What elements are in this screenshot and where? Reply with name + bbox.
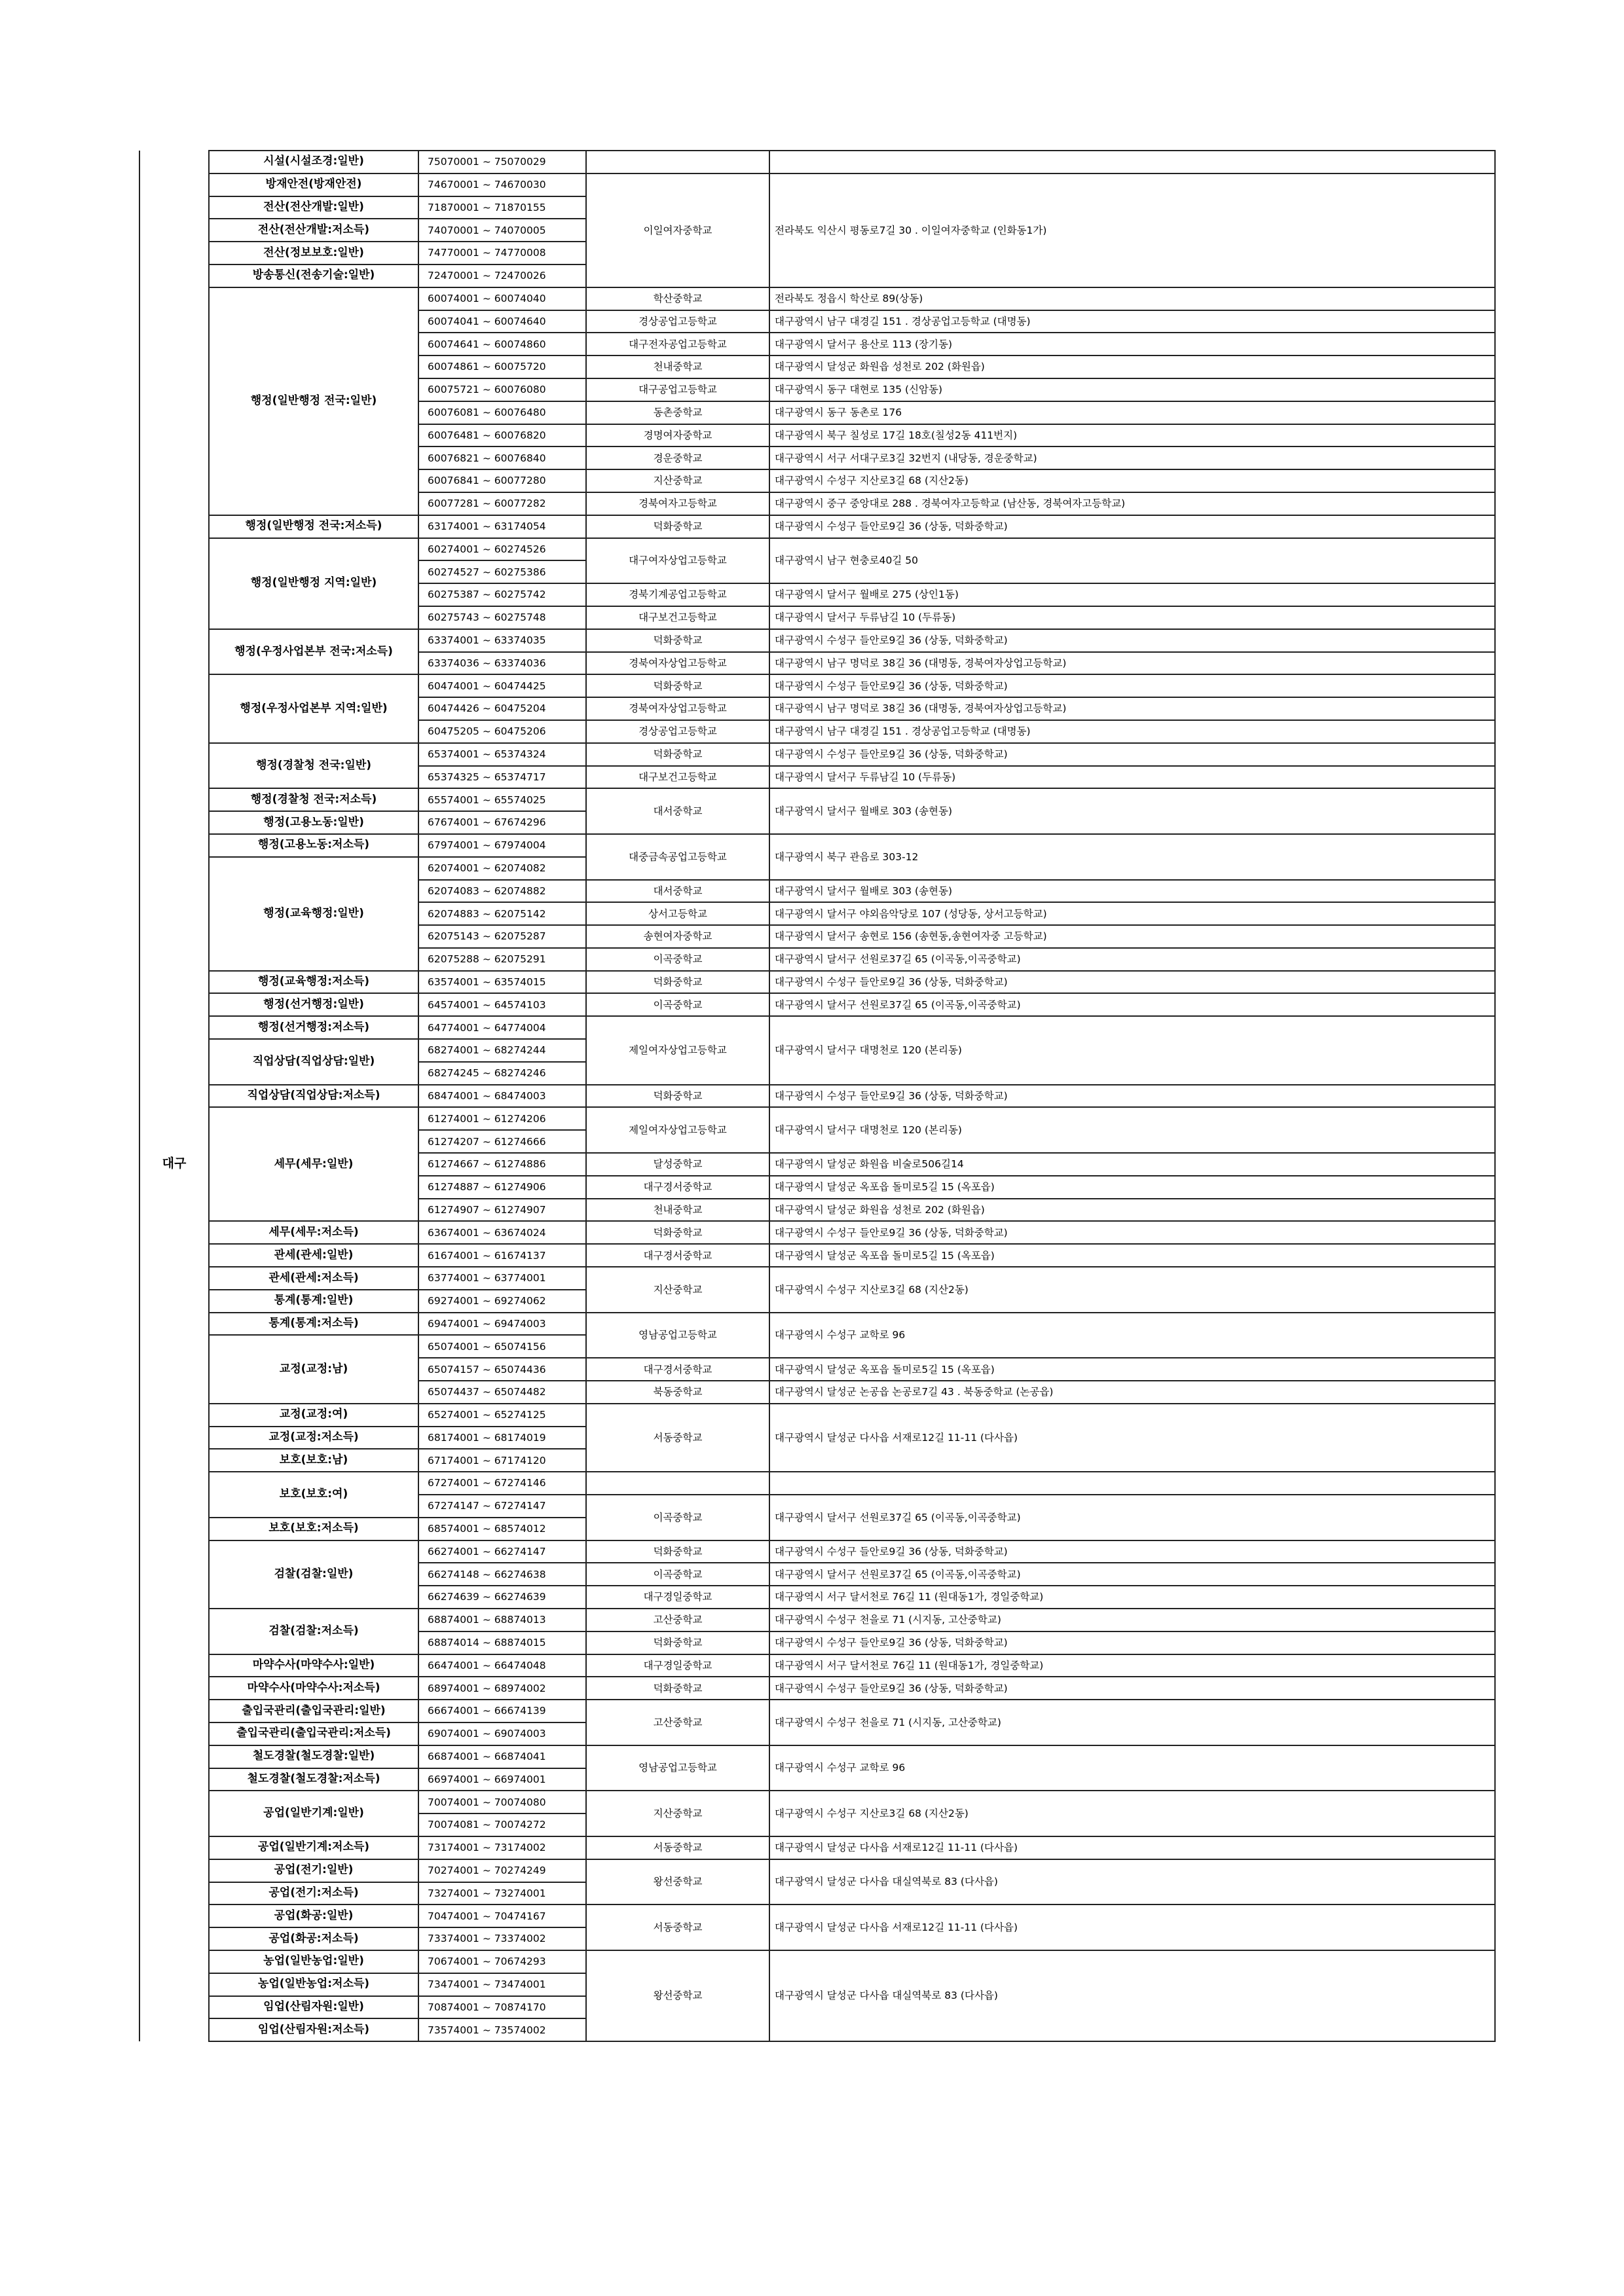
exam-number-range-cell: 66274639 ~ 66274639 [418, 1586, 586, 1609]
school-name-cell: 경명여자중학교 [586, 424, 769, 447]
exam-category-cell: 세무(세무:저소득) [209, 1221, 418, 1244]
exam-number-range-cell: 66874001 ~ 66874041 [418, 1745, 586, 1768]
exam-number-range-cell: 68874001 ~ 68874013 [418, 1609, 586, 1631]
exam-number-range-cell: 63674001 ~ 63674024 [418, 1221, 586, 1244]
exam-category-cell: 교정(교정:남) [209, 1335, 418, 1403]
exam-number-range-cell: 74070001 ~ 74070005 [418, 219, 586, 242]
school-address-cell: 대구광역시 남구 대경길 151 . 경상공업고등학교 (대명동) [769, 720, 1495, 743]
exam-number-range-cell: 60076841 ~ 60077280 [418, 469, 586, 492]
school-name-cell: 덕화중학교 [586, 1221, 769, 1244]
exam-number-range-cell: 63374036 ~ 63374036 [418, 652, 586, 675]
region-cell [139, 151, 209, 287]
exam-category-cell: 전산(전산개발:일반) [209, 196, 418, 219]
exam-number-range-cell: 73374001 ~ 73374002 [418, 1927, 586, 1950]
school-address-cell: 대구광역시 수성구 들안로9길 36 (상동, 덕화중학교) [769, 674, 1495, 697]
exam-number-range-cell: 63574001 ~ 63574015 [418, 971, 586, 994]
school-address-cell: 대구광역시 달서구 대명천로 120 (본리동) [769, 1016, 1495, 1084]
exam-number-range-cell: 73274001 ~ 73274001 [418, 1882, 586, 1905]
exam-number-range-cell: 60274527 ~ 60275386 [418, 560, 586, 583]
school-name-cell: 대중금속공업고등학교 [586, 834, 769, 880]
school-address-cell: 대구광역시 서구 달서천로 76길 11 (원대동1가, 경일중학교) [769, 1654, 1495, 1677]
exam-number-range-cell: 61274907 ~ 61274907 [418, 1199, 586, 1222]
exam-number-range-cell: 60076821 ~ 60076840 [418, 446, 586, 469]
school-name-cell: 대구경일중학교 [586, 1586, 769, 1609]
table-row [139, 1016, 1495, 1039]
exam-number-range-cell: 60074861 ~ 60075720 [418, 355, 586, 378]
school-name-cell: 대구보건고등학교 [586, 606, 769, 629]
exam-number-range-cell: 66274148 ~ 66274638 [418, 1563, 586, 1586]
school-address-cell: 대구광역시 남구 명덕로 38길 36 (대명동, 경북여자상업고등학교) [769, 652, 1495, 675]
school-name-cell: 이곡중학교 [586, 993, 769, 1016]
exam-number-range-cell: 68174001 ~ 68174019 [418, 1427, 586, 1449]
school-name-cell: 달성중학교 [586, 1153, 769, 1176]
table-row [139, 151, 1495, 173]
exam-category-cell: 관세(관세:일반) [209, 1244, 418, 1267]
exam-number-range-cell: 65074437 ~ 65074482 [418, 1381, 586, 1404]
exam-category-cell: 보호(보호:저소득) [209, 1518, 418, 1540]
exam-number-range-cell: 68974001 ~ 68974002 [418, 1677, 586, 1700]
exam-category-cell: 행정(경찰청 전국:일반) [209, 743, 418, 789]
exam-number-range-cell: 68874014 ~ 68874015 [418, 1631, 586, 1654]
table-row [139, 1085, 1495, 1108]
exam-number-range-cell: 60474426 ~ 60475204 [418, 697, 586, 720]
school-address-cell: 대구광역시 달서구 월배로 275 (상인1동) [769, 583, 1495, 606]
exam-number-range-cell: 60074001 ~ 60074040 [418, 287, 586, 310]
exam-number-range-cell: 69274001 ~ 69274062 [418, 1290, 586, 1313]
exam-category-cell: 방송통신(전송기술:일반) [209, 264, 418, 287]
table-row [139, 1677, 1495, 1700]
exam-number-range-cell: 60474001 ~ 60474425 [418, 674, 586, 697]
school-name-cell: 덕화중학교 [586, 743, 769, 766]
school-address-cell: 대구광역시 달서구 선원로37길 65 (이곡동,이곡중학교) [769, 1495, 1495, 1540]
school-name-cell: 대구공업고등학교 [586, 378, 769, 401]
school-name-cell: 왕선중학교 [586, 1859, 769, 1905]
school-address-cell: 대구광역시 남구 현충로40길 50 [769, 538, 1495, 584]
school-name-cell: 덕화중학교 [586, 1631, 769, 1654]
exam-number-range-cell: 70074001 ~ 70074080 [418, 1791, 586, 1813]
school-name-cell: 경상공업고등학교 [586, 720, 769, 743]
table-row [139, 1267, 1495, 1290]
exam-category-cell: 시설(시설조경:일반) [209, 151, 418, 173]
exam-number-range-cell: 65574001 ~ 65574025 [418, 788, 586, 811]
school-address-cell: 대구광역시 수성구 들안로9길 36 (상동, 덕화중학교) [769, 1221, 1495, 1244]
exam-number-range-cell: 60076081 ~ 60076480 [418, 401, 586, 424]
exam-category-cell: 전산(전산개발:저소득) [209, 219, 418, 242]
school-name-cell: 대서중학교 [586, 880, 769, 903]
exam-category-cell: 검찰(검찰:일반) [209, 1540, 418, 1609]
table-row [139, 629, 1495, 652]
school-name-cell: 서동중학교 [586, 1836, 769, 1859]
exam-number-range-cell: 61274001 ~ 61274206 [418, 1107, 586, 1130]
school-name-cell: 천내중학교 [586, 355, 769, 378]
exam-category-cell: 공업(전기:일반) [209, 1859, 418, 1882]
school-address-cell: 대구광역시 서구 달서천로 76길 11 (원대동1가, 경일중학교) [769, 1586, 1495, 1609]
table-row [139, 173, 1495, 196]
exam-category-cell: 농업(일반농업:일반) [209, 1950, 418, 1973]
school-address-cell: 대구광역시 달서구 선원로37길 65 (이곡동,이곡중학교) [769, 993, 1495, 1016]
exam-category-cell: 행정(교육행정:저소득) [209, 971, 418, 994]
table-row [139, 287, 1495, 310]
school-address-cell: 대구광역시 수성구 들안로9길 36 (상동, 덕화중학교) [769, 971, 1495, 994]
exam-number-range-cell: 69474001 ~ 69474003 [418, 1313, 586, 1336]
school-name-cell: 이곡중학교 [586, 1563, 769, 1586]
exam-number-range-cell: 61274667 ~ 61274886 [418, 1153, 586, 1176]
school-address-cell: 대구광역시 북구 관음로 303-12 [769, 834, 1495, 880]
exam-number-range-cell: 68274001 ~ 68274244 [418, 1039, 586, 1062]
exam-number-range-cell: 68574001 ~ 68574012 [418, 1518, 586, 1540]
school-address-cell: 대구광역시 달서구 두류남길 10 (두류동) [769, 766, 1495, 789]
exam-number-range-cell: 74670001 ~ 74670030 [418, 173, 586, 196]
school-name-cell: 제일여자상업고등학교 [586, 1107, 769, 1153]
school-name-cell: 경북기계공업고등학교 [586, 583, 769, 606]
school-name-cell: 학산중학교 [586, 287, 769, 310]
table-row [139, 1221, 1495, 1244]
school-address-cell: 대구광역시 수성구 천을로 71 (시지동, 고산중학교) [769, 1609, 1495, 1631]
exam-category-cell: 행정(고용노동:저소득) [209, 834, 418, 857]
exam-number-range-cell: 60275743 ~ 60275748 [418, 606, 586, 629]
school-address-cell: 대구광역시 달성군 화원읍 성천로 202 (화원읍) [769, 355, 1495, 378]
school-address-cell: 대구광역시 달서구 대명천로 120 (본리동) [769, 1107, 1495, 1153]
exam-number-range-cell: 60475205 ~ 60475206 [418, 720, 586, 743]
school-address-cell: 대구광역시 남구 대경길 151 . 경상공업고등학교 (대명동) [769, 310, 1495, 333]
exam-category-cell: 통계(통계:일반) [209, 1290, 418, 1313]
school-address-cell: 대구광역시 북구 칠성로 17길 18호(칠성2동 411번지) [769, 424, 1495, 447]
school-name-cell: 이곡중학교 [586, 948, 769, 971]
school-name-cell: 서동중학교 [586, 1904, 769, 1950]
school-address-cell: 대구광역시 달서구 야외음악당로 107 (성당동, 상서고등학교) [769, 902, 1495, 925]
exam-category-cell: 교정(교정:여) [209, 1404, 418, 1427]
exam-number-range-cell: 66974001 ~ 66974001 [418, 1768, 586, 1791]
exam-category-cell: 직업상담(직업상담:저소득) [209, 1085, 418, 1108]
school-address-cell: 대구광역시 달성군 논공읍 논공로7길 43 . 북동중학교 (논공읍) [769, 1381, 1495, 1404]
exam-number-range-cell: 61274207 ~ 61274666 [418, 1130, 586, 1153]
table-row [139, 1654, 1495, 1677]
school-address-cell: 대구광역시 달서구 선원로37길 65 (이곡동,이곡중학교) [769, 1563, 1495, 1586]
school-name-cell: 대구보건고등학교 [586, 766, 769, 789]
region-cell: 대구 [139, 287, 209, 2041]
table-row [139, 1540, 1495, 1563]
school-address-cell: 대구광역시 달성군 옥포읍 돌미로5길 15 (옥포읍) [769, 1358, 1495, 1381]
exam-category-cell: 행정(고용노동:일반) [209, 811, 418, 834]
exam-category-cell: 직업상담(직업상담:일반) [209, 1039, 418, 1085]
school-address-cell: 대구광역시 달성군 화원읍 성천로 202 (화원읍) [769, 1199, 1495, 1222]
exam-number-range-cell: 75070001 ~ 75070029 [418, 151, 586, 173]
exam-number-range-cell: 67674001 ~ 67674296 [418, 811, 586, 834]
table-row [139, 1745, 1495, 1768]
exam-number-range-cell: 60274001 ~ 60274526 [418, 538, 586, 561]
table-row [139, 1700, 1495, 1722]
school-address-cell: 대구광역시 남구 명덕로 38길 36 (대명동, 경북여자상업고등학교) [769, 697, 1495, 720]
exam-category-cell: 행정(선거행정:저소득) [209, 1016, 418, 1039]
table-row [139, 1950, 1495, 1973]
table-row [139, 1107, 1495, 1130]
exam-number-range-cell: 60077281 ~ 60077282 [418, 492, 586, 515]
exam-category-cell: 출입국관리(출입국관리:저소득) [209, 1722, 418, 1745]
school-name-cell: 덕화중학교 [586, 674, 769, 697]
school-name-cell: 지산중학교 [586, 1267, 769, 1313]
exam-number-range-cell: 65274001 ~ 65274125 [418, 1404, 586, 1427]
school-address-cell: 대구광역시 수성구 들안로9길 36 (상동, 덕화중학교) [769, 743, 1495, 766]
school-name-cell: 이곡중학교 [586, 1495, 769, 1540]
school-address-cell: 대구광역시 달성군 다사읍 서재로12길 11-11 (다사읍) [769, 1904, 1495, 1950]
school-address-cell: 대구광역시 수성구 천을로 71 (시지동, 고산중학교) [769, 1700, 1495, 1745]
exam-number-range-cell: 66674001 ~ 66674139 [418, 1700, 586, 1722]
exam-category-cell: 전산(정보보호:일반) [209, 242, 418, 264]
exam-number-range-cell: 73474001 ~ 73474001 [418, 1973, 586, 1996]
school-name-cell: 대구경서중학교 [586, 1244, 769, 1267]
exam-category-cell: 임업(산림자원:일반) [209, 1996, 418, 2019]
exam-category-cell: 공업(일반기계:저소득) [209, 1836, 418, 1859]
school-address-cell: 대구광역시 수성구 들안로9길 36 (상동, 덕화중학교) [769, 1631, 1495, 1654]
school-name-cell: 북동중학교 [586, 1381, 769, 1404]
exam-venue-table [139, 150, 1496, 2042]
school-address-cell: 대구광역시 중구 중앙대로 288 . 경북여자고등학교 (남산동, 경북여자고등학교) [769, 492, 1495, 515]
table-row [139, 1791, 1495, 1813]
exam-category-cell: 보호(보호:남) [209, 1449, 418, 1472]
school-name-cell: 고산중학교 [586, 1700, 769, 1745]
school-address-cell: 대구광역시 달서구 월배로 303 (송현동) [769, 788, 1495, 834]
exam-category-cell: 행정(경찰청 전국:저소득) [209, 788, 418, 811]
exam-number-range-cell: 60275387 ~ 60275742 [418, 583, 586, 606]
exam-category-cell: 공업(화공:일반) [209, 1904, 418, 1927]
exam-number-range-cell: 63174001 ~ 63174054 [418, 515, 586, 538]
exam-category-cell: 농업(일반농업:저소득) [209, 1973, 418, 1996]
exam-number-range-cell: 70674001 ~ 70674293 [418, 1950, 586, 1973]
school-address-cell: 대구광역시 동구 동촌로 176 [769, 401, 1495, 424]
exam-number-range-cell: 62074883 ~ 62075142 [418, 902, 586, 925]
table-row [139, 788, 1495, 811]
exam-number-range-cell: 63374001 ~ 63374035 [418, 629, 586, 652]
school-address-cell: 대구광역시 수성구 들안로9길 36 (상동, 덕화중학교) [769, 515, 1495, 538]
exam-number-range-cell: 71870001 ~ 71870155 [418, 196, 586, 219]
table-row [139, 1859, 1495, 1882]
exam-category-cell: 관세(관세:저소득) [209, 1267, 418, 1290]
exam-number-range-cell: 60075721 ~ 60076080 [418, 378, 586, 401]
exam-number-range-cell: 67174001 ~ 67174120 [418, 1449, 586, 1472]
school-name-cell: 경북여자상업고등학교 [586, 697, 769, 720]
school-address-cell: 대구광역시 서구 서대구로3길 32번지 (내당동, 경운중학교) [769, 446, 1495, 469]
exam-category-cell: 보호(보호:여) [209, 1472, 418, 1518]
exam-category-cell: 방재안전(방재안전) [209, 173, 418, 196]
school-name-cell: 대구여자상업고등학교 [586, 538, 769, 584]
school-address-cell: 대구광역시 달성군 옥포읍 돌미로5길 15 (옥포읍) [769, 1176, 1495, 1199]
exam-number-range-cell: 60074641 ~ 60074860 [418, 333, 586, 355]
exam-number-range-cell: 63774001 ~ 63774001 [418, 1267, 586, 1290]
school-address-cell: 대구광역시 수성구 지산로3길 68 (지산2동) [769, 469, 1495, 492]
exam-category-cell: 세무(세무:일반) [209, 1107, 418, 1221]
school-name-cell: 덕화중학교 [586, 1085, 769, 1108]
exam-category-cell: 행정(일반행정 전국:일반) [209, 287, 418, 515]
school-address-cell: 대구광역시 달서구 두류남길 10 (두류동) [769, 606, 1495, 629]
school-name-cell: 덕화중학교 [586, 1540, 769, 1563]
school-address-cell: 대구광역시 달성군 다사읍 서재로12길 11-11 (다사읍) [769, 1836, 1495, 1859]
table-row [139, 743, 1495, 766]
school-name-cell: 대구경서중학교 [586, 1176, 769, 1199]
table-row [139, 1313, 1495, 1336]
exam-number-range-cell: 73174001 ~ 73174002 [418, 1836, 586, 1859]
exam-category-cell: 교정(교정:저소득) [209, 1427, 418, 1449]
school-name-cell: 영남공업고등학교 [586, 1745, 769, 1791]
school-address-cell [769, 1472, 1495, 1495]
exam-category-cell: 행정(교육행정:일반) [209, 857, 418, 971]
school-address-cell: 대구광역시 달성군 다사읍 대실역북로 83 (다사읍) [769, 1950, 1495, 2041]
table-row [139, 515, 1495, 538]
school-name-cell: 지산중학교 [586, 1791, 769, 1836]
exam-category-cell: 행정(일반행정 지역:일반) [209, 538, 418, 629]
school-name-cell: 영남공업고등학교 [586, 1313, 769, 1358]
exam-number-range-cell: 67274147 ~ 67274147 [418, 1495, 586, 1518]
school-name-cell: 대서중학교 [586, 788, 769, 834]
school-name-cell: 대구경일중학교 [586, 1654, 769, 1677]
exam-category-cell: 공업(화공:저소득) [209, 1927, 418, 1950]
school-address-cell [769, 151, 1495, 173]
exam-number-range-cell: 70274001 ~ 70274249 [418, 1859, 586, 1882]
table-row [139, 1836, 1495, 1859]
exam-number-range-cell: 70474001 ~ 70474167 [418, 1904, 586, 1927]
school-name-cell: 제일여자상업고등학교 [586, 1016, 769, 1084]
table-row [139, 1609, 1495, 1631]
school-address-cell: 대구광역시 동구 대현로 135 (신암동) [769, 378, 1495, 401]
exam-number-range-cell: 60074041 ~ 60074640 [418, 310, 586, 333]
school-name-cell: 고산중학교 [586, 1609, 769, 1631]
exam-category-cell: 행정(선거행정:일반) [209, 993, 418, 1016]
school-name-cell: 대구경서중학교 [586, 1358, 769, 1381]
school-name-cell [586, 151, 769, 173]
exam-number-range-cell: 70074081 ~ 70074272 [418, 1813, 586, 1836]
school-name-cell: 덕화중학교 [586, 629, 769, 652]
exam-category-cell: 철도경찰(철도경찰:저소득) [209, 1768, 418, 1791]
table-row [139, 1472, 1495, 1495]
table-row [139, 1904, 1495, 1927]
school-address-cell: 대구광역시 달서구 선원로37길 65 (이곡동,이곡중학교) [769, 948, 1495, 971]
exam-number-range-cell: 65374001 ~ 65374324 [418, 743, 586, 766]
exam-category-cell: 행정(우정사업본부 전국:저소득) [209, 629, 418, 675]
exam-number-range-cell: 73574001 ~ 73574002 [418, 2018, 586, 2041]
exam-category-cell: 행정(일반행정 전국:저소득) [209, 515, 418, 538]
exam-number-range-cell: 70874001 ~ 70874170 [418, 1996, 586, 2019]
school-name-cell: 지산중학교 [586, 469, 769, 492]
exam-category-cell: 철도경찰(철도경찰:일반) [209, 1745, 418, 1768]
exam-number-range-cell: 61674001 ~ 61674137 [418, 1244, 586, 1267]
exam-category-cell: 마약수사(마약수사:저소득) [209, 1677, 418, 1700]
school-name-cell: 동촌중학교 [586, 401, 769, 424]
school-address-cell: 대구광역시 수성구 교학로 96 [769, 1745, 1495, 1791]
exam-number-range-cell: 64774001 ~ 64774004 [418, 1016, 586, 1039]
school-address-cell: 전라북도 정읍시 학산로 89(상동) [769, 287, 1495, 310]
exam-number-range-cell: 60076481 ~ 60076820 [418, 424, 586, 447]
exam-number-range-cell: 66274001 ~ 66274147 [418, 1540, 586, 1563]
school-address-cell: 전라북도 익산시 평동로7길 30 . 이일여자중학교 (인화동1가) [769, 173, 1495, 287]
exam-number-range-cell: 65074001 ~ 65074156 [418, 1335, 586, 1358]
school-name-cell: 천내중학교 [586, 1199, 769, 1222]
exam-number-range-cell: 69074001 ~ 69074003 [418, 1722, 586, 1745]
exam-category-cell: 공업(일반기계:일반) [209, 1791, 418, 1836]
exam-category-cell: 출입국관리(출입국관리:일반) [209, 1700, 418, 1722]
exam-number-range-cell: 72470001 ~ 72470026 [418, 264, 586, 287]
school-name-cell: 덕화중학교 [586, 1677, 769, 1700]
exam-number-range-cell: 62075288 ~ 62075291 [418, 948, 586, 971]
school-name-cell: 상서고등학교 [586, 902, 769, 925]
exam-number-range-cell: 65074157 ~ 65074436 [418, 1358, 586, 1381]
table-row [139, 1404, 1495, 1427]
table-row [139, 674, 1495, 697]
exam-number-range-cell: 68474001 ~ 68474003 [418, 1085, 586, 1108]
exam-category-cell: 통계(통계:저소득) [209, 1313, 418, 1336]
exam-number-range-cell: 66474001 ~ 66474048 [418, 1654, 586, 1677]
exam-number-range-cell: 74770001 ~ 74770008 [418, 242, 586, 264]
school-name-cell: 덕화중학교 [586, 971, 769, 994]
exam-number-range-cell: 62075143 ~ 62075287 [418, 925, 586, 948]
exam-number-range-cell: 61274887 ~ 61274906 [418, 1176, 586, 1199]
exam-number-range-cell: 62074083 ~ 62074882 [418, 880, 586, 903]
school-address-cell: 대구광역시 달성군 다사읍 서재로12길 11-11 (다사읍) [769, 1404, 1495, 1472]
school-address-cell: 대구광역시 달서구 송현로 156 (송현동,송현여자중 고등학교) [769, 925, 1495, 948]
school-address-cell: 대구광역시 수성구 들안로9길 36 (상동, 덕화중학교) [769, 1677, 1495, 1700]
exam-number-range-cell: 65374325 ~ 65374717 [418, 766, 586, 789]
table-row [139, 834, 1495, 857]
school-address-cell: 대구광역시 달성군 옥포읍 돌미로5길 15 (옥포읍) [769, 1244, 1495, 1267]
school-name-cell: 왕선중학교 [586, 1950, 769, 2041]
school-name-cell: 이일여자중학교 [586, 173, 769, 287]
school-name-cell: 경상공업고등학교 [586, 310, 769, 333]
school-address-cell: 대구광역시 수성구 들안로9길 36 (상동, 덕화중학교) [769, 1540, 1495, 1563]
exam-category-cell: 마약수사(마약수사:일반) [209, 1654, 418, 1677]
exam-number-range-cell: 64574001 ~ 64574103 [418, 993, 586, 1016]
exam-category-cell: 행정(우정사업본부 지역:일반) [209, 674, 418, 742]
school-address-cell: 대구광역시 달서구 월배로 303 (송현동) [769, 880, 1495, 903]
table-row [139, 993, 1495, 1016]
exam-number-range-cell: 68274245 ~ 68274246 [418, 1062, 586, 1085]
table-row [139, 971, 1495, 994]
table-row [139, 1244, 1495, 1267]
table-row [139, 538, 1495, 561]
school-address-cell: 대구광역시 달성군 화원읍 비술로506길14 [769, 1153, 1495, 1176]
school-name-cell: 대구전자공업고등학교 [586, 333, 769, 355]
school-address-cell: 대구광역시 수성구 들안로9길 36 (상동, 덕화중학교) [769, 1085, 1495, 1108]
school-name-cell: 서동중학교 [586, 1404, 769, 1472]
exam-category-cell: 공업(전기:저소득) [209, 1882, 418, 1905]
school-address-cell: 대구광역시 수성구 지산로3길 68 (지산2동) [769, 1267, 1495, 1313]
school-address-cell: 대구광역시 달서구 용산로 113 (장기동) [769, 333, 1495, 355]
school-name-cell: 경북여자고등학교 [586, 492, 769, 515]
school-address-cell: 대구광역시 달성군 다사읍 대실역북로 83 (다사읍) [769, 1859, 1495, 1905]
school-name-cell: 경북여자상업고등학교 [586, 652, 769, 675]
school-address-cell: 대구광역시 수성구 교학로 96 [769, 1313, 1495, 1358]
school-name-cell [586, 1472, 769, 1495]
school-address-cell: 대구광역시 수성구 들안로9길 36 (상동, 덕화중학교) [769, 629, 1495, 652]
school-name-cell: 덕화중학교 [586, 515, 769, 538]
school-name-cell: 송현여자중학교 [586, 925, 769, 948]
exam-number-range-cell: 62074001 ~ 62074082 [418, 857, 586, 880]
exam-venue-table-body [139, 151, 1495, 2041]
exam-number-range-cell: 67974001 ~ 67974004 [418, 834, 586, 857]
school-address-cell: 대구광역시 수성구 지산로3길 68 (지산2동) [769, 1791, 1495, 1836]
exam-category-cell: 검찰(검찰:저소득) [209, 1609, 418, 1654]
school-name-cell: 경운중학교 [586, 446, 769, 469]
exam-category-cell: 임업(산림자원:저소득) [209, 2018, 418, 2041]
exam-number-range-cell: 67274001 ~ 67274146 [418, 1472, 586, 1495]
